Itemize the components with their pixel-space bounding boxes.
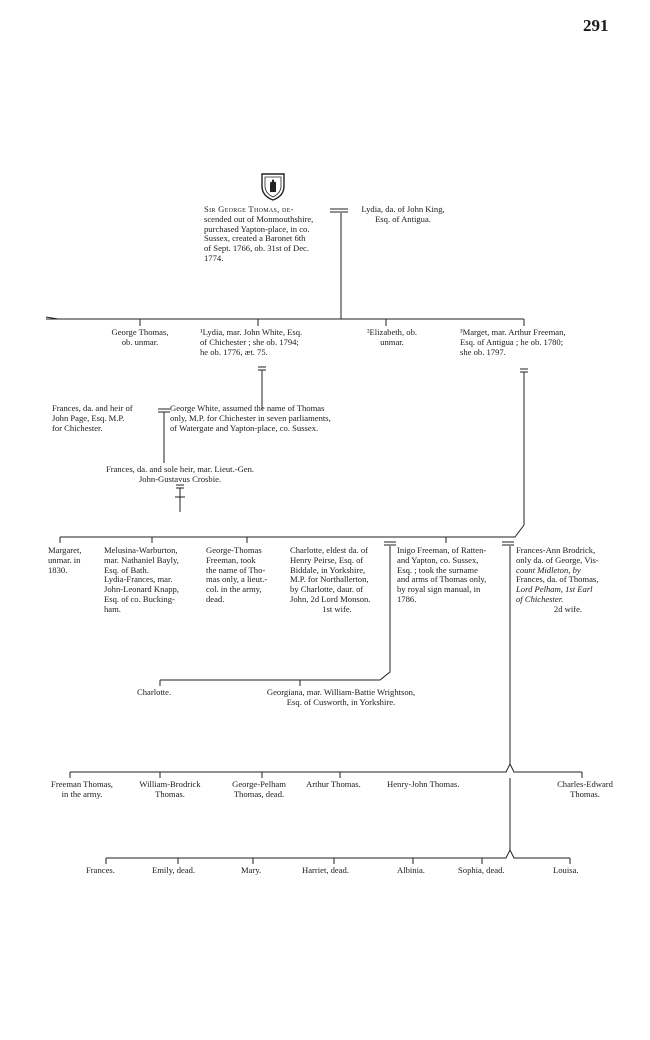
george-pelham-thomas: George-Pelham Thomas, dead.: [232, 779, 286, 799]
daughter-harriet: Harriet, dead.: [302, 865, 350, 875]
daughter-louisa: Louisa.: [553, 865, 579, 875]
freeman-thomas: Freeman Thomas, in the army.: [51, 779, 113, 799]
charles-edward-thomas: Charles-Edward Thomas.: [557, 779, 613, 799]
charlotte-peirse: Charlotte, eldest da. of Henry Peirse, Esq. of Biddale, in Yorkshire, M.P. for Northallerton, by Charlotte, daur. of John, 2d Lord Monson. 1st wife.: [290, 545, 371, 614]
frances-ann-brodrick: Frances-Ann Brodrick, only da. of George, Vis- count Midleton, by Frances, da. of Thomas, Lord Pelham, 1st Earl of Chichester. 2d wife.: [516, 545, 599, 614]
charlotte: Charlotte.: [137, 687, 172, 697]
elizabeth: ²Elizabeth, ob. unmar.: [366, 327, 418, 347]
melusina-and-lydia-frances: Melusina-Warburton, mar. Nathaniel Bayly, Esq. of Bath. Lydia-Frances, mar. John-Leonard Knapp, Esq. of co. Bucking- ham.: [104, 545, 179, 614]
frances-page: Frances, da. and heir of John Page, Esq. M.P. for Chichester.: [52, 403, 133, 433]
lydia-king: Lydia, da. of John King, Esq. of Antigua.: [361, 204, 445, 224]
georgiana: Georgiana, mar. William-Battie Wrightson, Esq. of Cusworth, in Yorkshire.: [266, 687, 416, 707]
sir-george-thomas: Sir George Thomas, de- scended out of Monmouthshire, purchased Yapton-place, in co. Sussex, created a Baronet 6th of Sept. 1766, ob. 31st of Dec. 1774.: [204, 204, 314, 263]
daughter-sophia: Sophia, dead.: [458, 865, 505, 875]
daughter-emily: Emily, dead.: [152, 865, 196, 875]
daughter-albinia: Albinia.: [397, 865, 425, 875]
daughter-frances: Frances.: [86, 865, 115, 875]
george-thomas-freeman: George-Thomas Freeman, took the name of Tho- mas only, a lieut.- col. in the army, dead.: [206, 545, 268, 604]
baronet-badge-icon: [260, 172, 286, 202]
henry-john-thomas: Henry-John Thomas.: [387, 779, 460, 789]
margaret: Margaret, unmar. in 1830.: [48, 545, 82, 575]
william-brodrick-thomas: William-Brodrick Thomas.: [139, 779, 201, 799]
inigo-freeman: Inigo Freeman, of Ratten- and Yapton, co. Sussex, Esq. ; took the surname and arms of Thomas only, by royal sign manual, in 1786.: [397, 545, 487, 604]
page-number: 291: [583, 16, 609, 35]
arthur-thomas: Arthur Thomas.: [306, 779, 361, 789]
frances-crosbie: Frances, da. and sole heir, mar. Lieut.-Gen. John-Gustavus Crosbie.: [105, 464, 255, 484]
daughter-mary: Mary.: [241, 865, 262, 875]
george-thomas-unmarried: George Thomas, ob. unmar.: [111, 327, 169, 347]
george-white: George White, assumed the name of Thomas only, M.P. for Chichester in seven parliaments, of Watergate and Yapton-place, co. Sussex.: [170, 403, 331, 433]
marget-freeman: ³Marget, mar. Arthur Freeman, Esq. of Antigua ; he ob. 1780; she ob. 1797.: [460, 327, 566, 357]
lydia-white: ¹Lydia, mar. John White, Esq. of Chichester ; she ob. 1794; he ob. 1776, æt. 75.: [200, 327, 303, 357]
